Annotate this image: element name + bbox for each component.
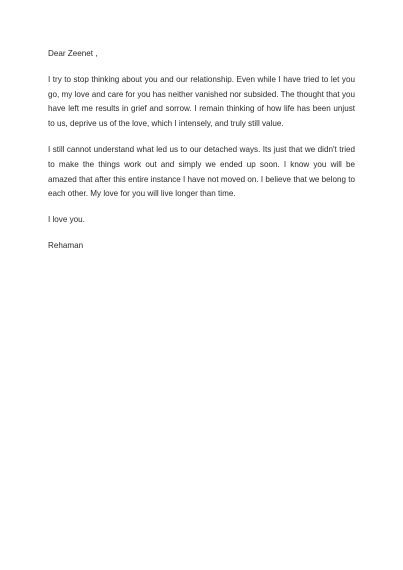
letter-salutation: Dear Zeenet , (48, 49, 98, 58)
letter-closing: I love you. (48, 215, 85, 225)
letter-signature: Rehaman (48, 240, 84, 250)
letter-paragraph-2: I still cannot understand what led us to our detached ways. Its just that we didn't tried to make the things work out and simply we ended up soon. I know you will be amazed that after this entire instance I have not moved on. I believe that we belong to each other. My love for you will live longer than time. (48, 144, 355, 199)
letter-paragraph-1: I try to stop thinking about you and our relationship. Even while I have tried to let you go, my love and care for you has neither vanished nor subsided. The thought that you have left me results in grief and sorrow. I remain thinking of how life has been unjust to us, deprive us of the love, which I intensely, and truly still value. (48, 74, 355, 129)
